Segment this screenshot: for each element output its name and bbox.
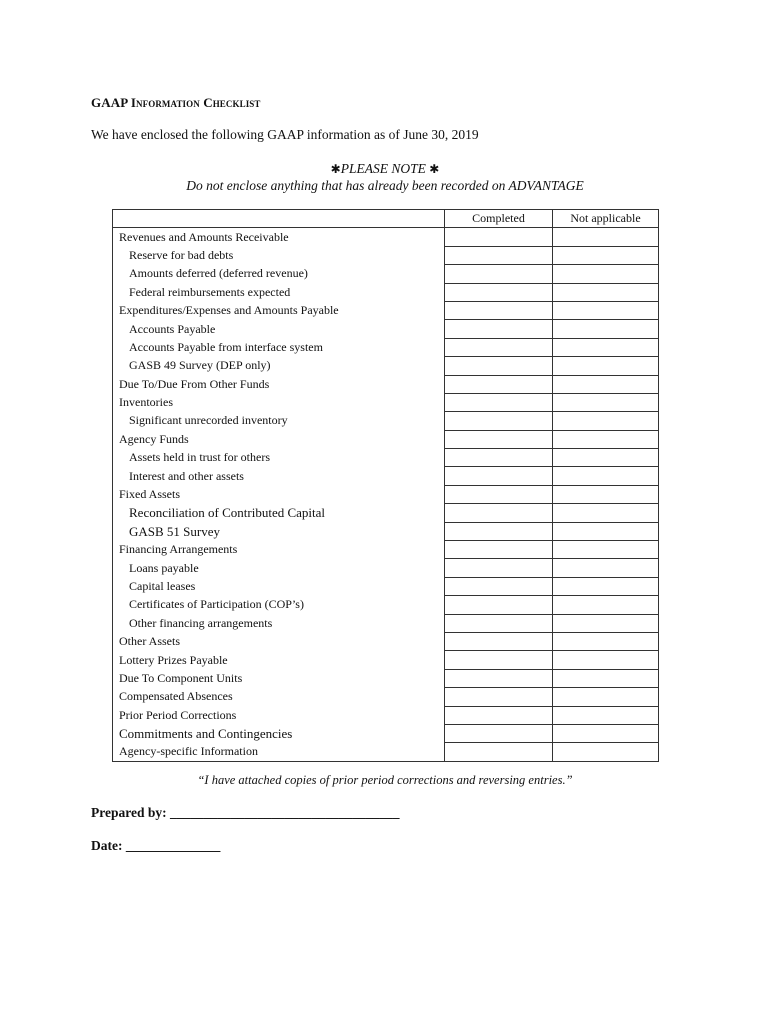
completed-cell[interactable] bbox=[445, 283, 553, 301]
date-field[interactable]: Date: ______________ bbox=[91, 838, 221, 853]
checklist-item-label: Certificates of Participation (COP’s) bbox=[113, 596, 445, 614]
checklist-item-label: Reconciliation of Contributed Capital bbox=[113, 504, 445, 522]
not-applicable-cell[interactable] bbox=[553, 522, 659, 540]
checklist-item-label: GASB 49 Survey (DEP only) bbox=[113, 357, 445, 375]
not-applicable-cell[interactable] bbox=[553, 228, 659, 246]
table-row bbox=[113, 449, 659, 467]
not-applicable-cell[interactable] bbox=[553, 467, 659, 485]
checklist-item-label: Commitments and Contingencies bbox=[113, 724, 445, 742]
completed-cell[interactable] bbox=[445, 301, 553, 319]
not-applicable-cell[interactable] bbox=[553, 375, 659, 393]
table-row bbox=[113, 651, 659, 669]
not-applicable-cell[interactable] bbox=[553, 430, 659, 448]
table-row bbox=[113, 467, 659, 485]
not-applicable-cell[interactable] bbox=[553, 283, 659, 301]
table-row bbox=[113, 632, 659, 650]
checklist-item-label: Financing Arrangements bbox=[113, 541, 445, 559]
table-row bbox=[113, 265, 659, 283]
not-applicable-cell[interactable] bbox=[553, 301, 659, 319]
completed-cell[interactable] bbox=[445, 688, 553, 706]
header-not-applicable: Not applicable bbox=[553, 210, 659, 228]
not-applicable-cell[interactable] bbox=[553, 577, 659, 595]
completed-cell[interactable] bbox=[445, 485, 553, 503]
table-row bbox=[113, 357, 659, 375]
star-icon: ✱ bbox=[330, 162, 341, 176]
not-applicable-cell[interactable] bbox=[553, 393, 659, 411]
table-row bbox=[113, 228, 659, 246]
checklist-item-label: Revenues and Amounts Receivable bbox=[113, 228, 445, 246]
completed-cell[interactable] bbox=[445, 614, 553, 632]
table-row bbox=[113, 338, 659, 356]
completed-cell[interactable] bbox=[445, 449, 553, 467]
checklist-table bbox=[112, 209, 659, 762]
checklist-item-label: Fixed Assets bbox=[113, 485, 445, 503]
checklist-item-label: Amounts deferred (deferred revenue) bbox=[113, 265, 445, 283]
checklist-item-label: Agency-specific Information bbox=[113, 743, 445, 761]
table-row bbox=[113, 541, 659, 559]
table-row bbox=[113, 706, 659, 724]
completed-cell[interactable] bbox=[445, 541, 553, 559]
checklist-item-label: Agency Funds bbox=[113, 430, 445, 448]
not-applicable-cell[interactable] bbox=[553, 743, 659, 761]
completed-cell[interactable] bbox=[445, 669, 553, 687]
not-applicable-cell[interactable] bbox=[553, 724, 659, 742]
checklist-body bbox=[113, 228, 659, 761]
not-applicable-cell[interactable] bbox=[553, 357, 659, 375]
not-applicable-cell[interactable] bbox=[553, 706, 659, 724]
completed-cell[interactable] bbox=[445, 393, 553, 411]
not-applicable-cell[interactable] bbox=[553, 504, 659, 522]
completed-cell[interactable] bbox=[445, 246, 553, 264]
table-row bbox=[113, 577, 659, 595]
checklist-item-label: GASB 51 Survey bbox=[113, 522, 445, 540]
completed-cell[interactable] bbox=[445, 412, 553, 430]
checklist-item-label: Due To/Due From Other Funds bbox=[113, 375, 445, 393]
checklist-item-label: Inventories bbox=[113, 393, 445, 411]
completed-cell[interactable] bbox=[445, 357, 553, 375]
table-row bbox=[113, 430, 659, 448]
completed-cell[interactable] bbox=[445, 559, 553, 577]
not-applicable-cell[interactable] bbox=[553, 412, 659, 430]
attestation-text: “I have attached copies of prior period corrections and reversing entries.” bbox=[197, 773, 573, 787]
checklist-item-label: Other Assets bbox=[113, 632, 445, 650]
checklist-item-label: Other financing arrangements bbox=[113, 614, 445, 632]
not-applicable-cell[interactable] bbox=[553, 596, 659, 614]
completed-cell[interactable] bbox=[445, 338, 553, 356]
completed-cell[interactable] bbox=[445, 228, 553, 246]
checklist-item-label: Significant unrecorded inventory bbox=[113, 412, 445, 430]
not-applicable-cell[interactable] bbox=[553, 246, 659, 264]
page-title: GAAP Information Checklist bbox=[91, 95, 261, 110]
completed-cell[interactable] bbox=[445, 522, 553, 540]
completed-cell[interactable] bbox=[445, 651, 553, 669]
table-row bbox=[113, 614, 659, 632]
not-applicable-cell[interactable] bbox=[553, 320, 659, 338]
completed-cell[interactable] bbox=[445, 743, 553, 761]
checklist-item-label: Compensated Absences bbox=[113, 688, 445, 706]
star-icon: ✱ bbox=[429, 162, 440, 176]
table-row bbox=[113, 283, 659, 301]
completed-cell[interactable] bbox=[445, 504, 553, 522]
table-row bbox=[113, 688, 659, 706]
checklist-item-label: Assets held in trust for others bbox=[113, 449, 445, 467]
not-applicable-cell[interactable] bbox=[553, 614, 659, 632]
completed-cell[interactable] bbox=[445, 596, 553, 614]
intro-text: We have enclosed the following GAAP information as of June 30, 2019 bbox=[91, 127, 479, 142]
table-row bbox=[113, 320, 659, 338]
checklist-item-label: Accounts Payable bbox=[113, 320, 445, 338]
completed-cell[interactable] bbox=[445, 706, 553, 724]
table-header-row bbox=[113, 210, 659, 228]
checklist-item-label: Accounts Payable from interface system bbox=[113, 338, 445, 356]
not-applicable-cell[interactable] bbox=[553, 651, 659, 669]
table-row bbox=[113, 559, 659, 577]
table-row bbox=[113, 596, 659, 614]
checklist-item-label: Reserve for bad debts bbox=[113, 246, 445, 264]
not-applicable-cell[interactable] bbox=[553, 559, 659, 577]
checklist-item-label: Due To Component Units bbox=[113, 669, 445, 687]
not-applicable-cell[interactable] bbox=[553, 449, 659, 467]
not-applicable-cell[interactable] bbox=[553, 632, 659, 650]
note-heading bbox=[0, 161, 770, 177]
table-row bbox=[113, 522, 659, 540]
not-applicable-cell[interactable] bbox=[553, 338, 659, 356]
header-completed: Completed bbox=[445, 210, 553, 228]
not-applicable-cell[interactable] bbox=[553, 541, 659, 559]
checklist-item-label: Capital leases bbox=[113, 577, 445, 595]
checklist-item-label: Expenditures/Expenses and Amounts Payable bbox=[113, 301, 445, 319]
completed-cell[interactable] bbox=[445, 724, 553, 742]
table-row bbox=[113, 246, 659, 264]
completed-cell[interactable] bbox=[445, 265, 553, 283]
completed-cell[interactable] bbox=[445, 467, 553, 485]
table-row bbox=[113, 375, 659, 393]
completed-cell[interactable] bbox=[445, 375, 553, 393]
table-row bbox=[113, 485, 659, 503]
table-row bbox=[113, 393, 659, 411]
table-row bbox=[113, 504, 659, 522]
table-row bbox=[113, 669, 659, 687]
not-applicable-cell[interactable] bbox=[553, 669, 659, 687]
checklist-item-label: Lottery Prizes Payable bbox=[113, 651, 445, 669]
table-row bbox=[113, 724, 659, 742]
prepared-by-field[interactable]: Prepared by: __________________________________ bbox=[91, 805, 400, 820]
table-row bbox=[113, 412, 659, 430]
checklist-item-label: Federal reimbursements expected bbox=[113, 283, 445, 301]
completed-cell[interactable] bbox=[445, 577, 553, 595]
note-heading-text: PLEASE NOTE bbox=[340, 161, 426, 176]
not-applicable-cell[interactable] bbox=[553, 265, 659, 283]
completed-cell[interactable] bbox=[445, 430, 553, 448]
not-applicable-cell[interactable] bbox=[553, 485, 659, 503]
table-row bbox=[113, 743, 659, 761]
table-row bbox=[113, 301, 659, 319]
note-text: Do not enclose anything that has already been recorded on ADVANTAGE bbox=[186, 178, 584, 193]
not-applicable-cell[interactable] bbox=[553, 688, 659, 706]
checklist-item-label: Prior Period Corrections bbox=[113, 706, 445, 724]
completed-cell[interactable] bbox=[445, 320, 553, 338]
checklist-item-label: Interest and other assets bbox=[113, 467, 445, 485]
checklist-item-label: Loans payable bbox=[113, 559, 445, 577]
completed-cell[interactable] bbox=[445, 632, 553, 650]
header-item bbox=[113, 210, 445, 228]
